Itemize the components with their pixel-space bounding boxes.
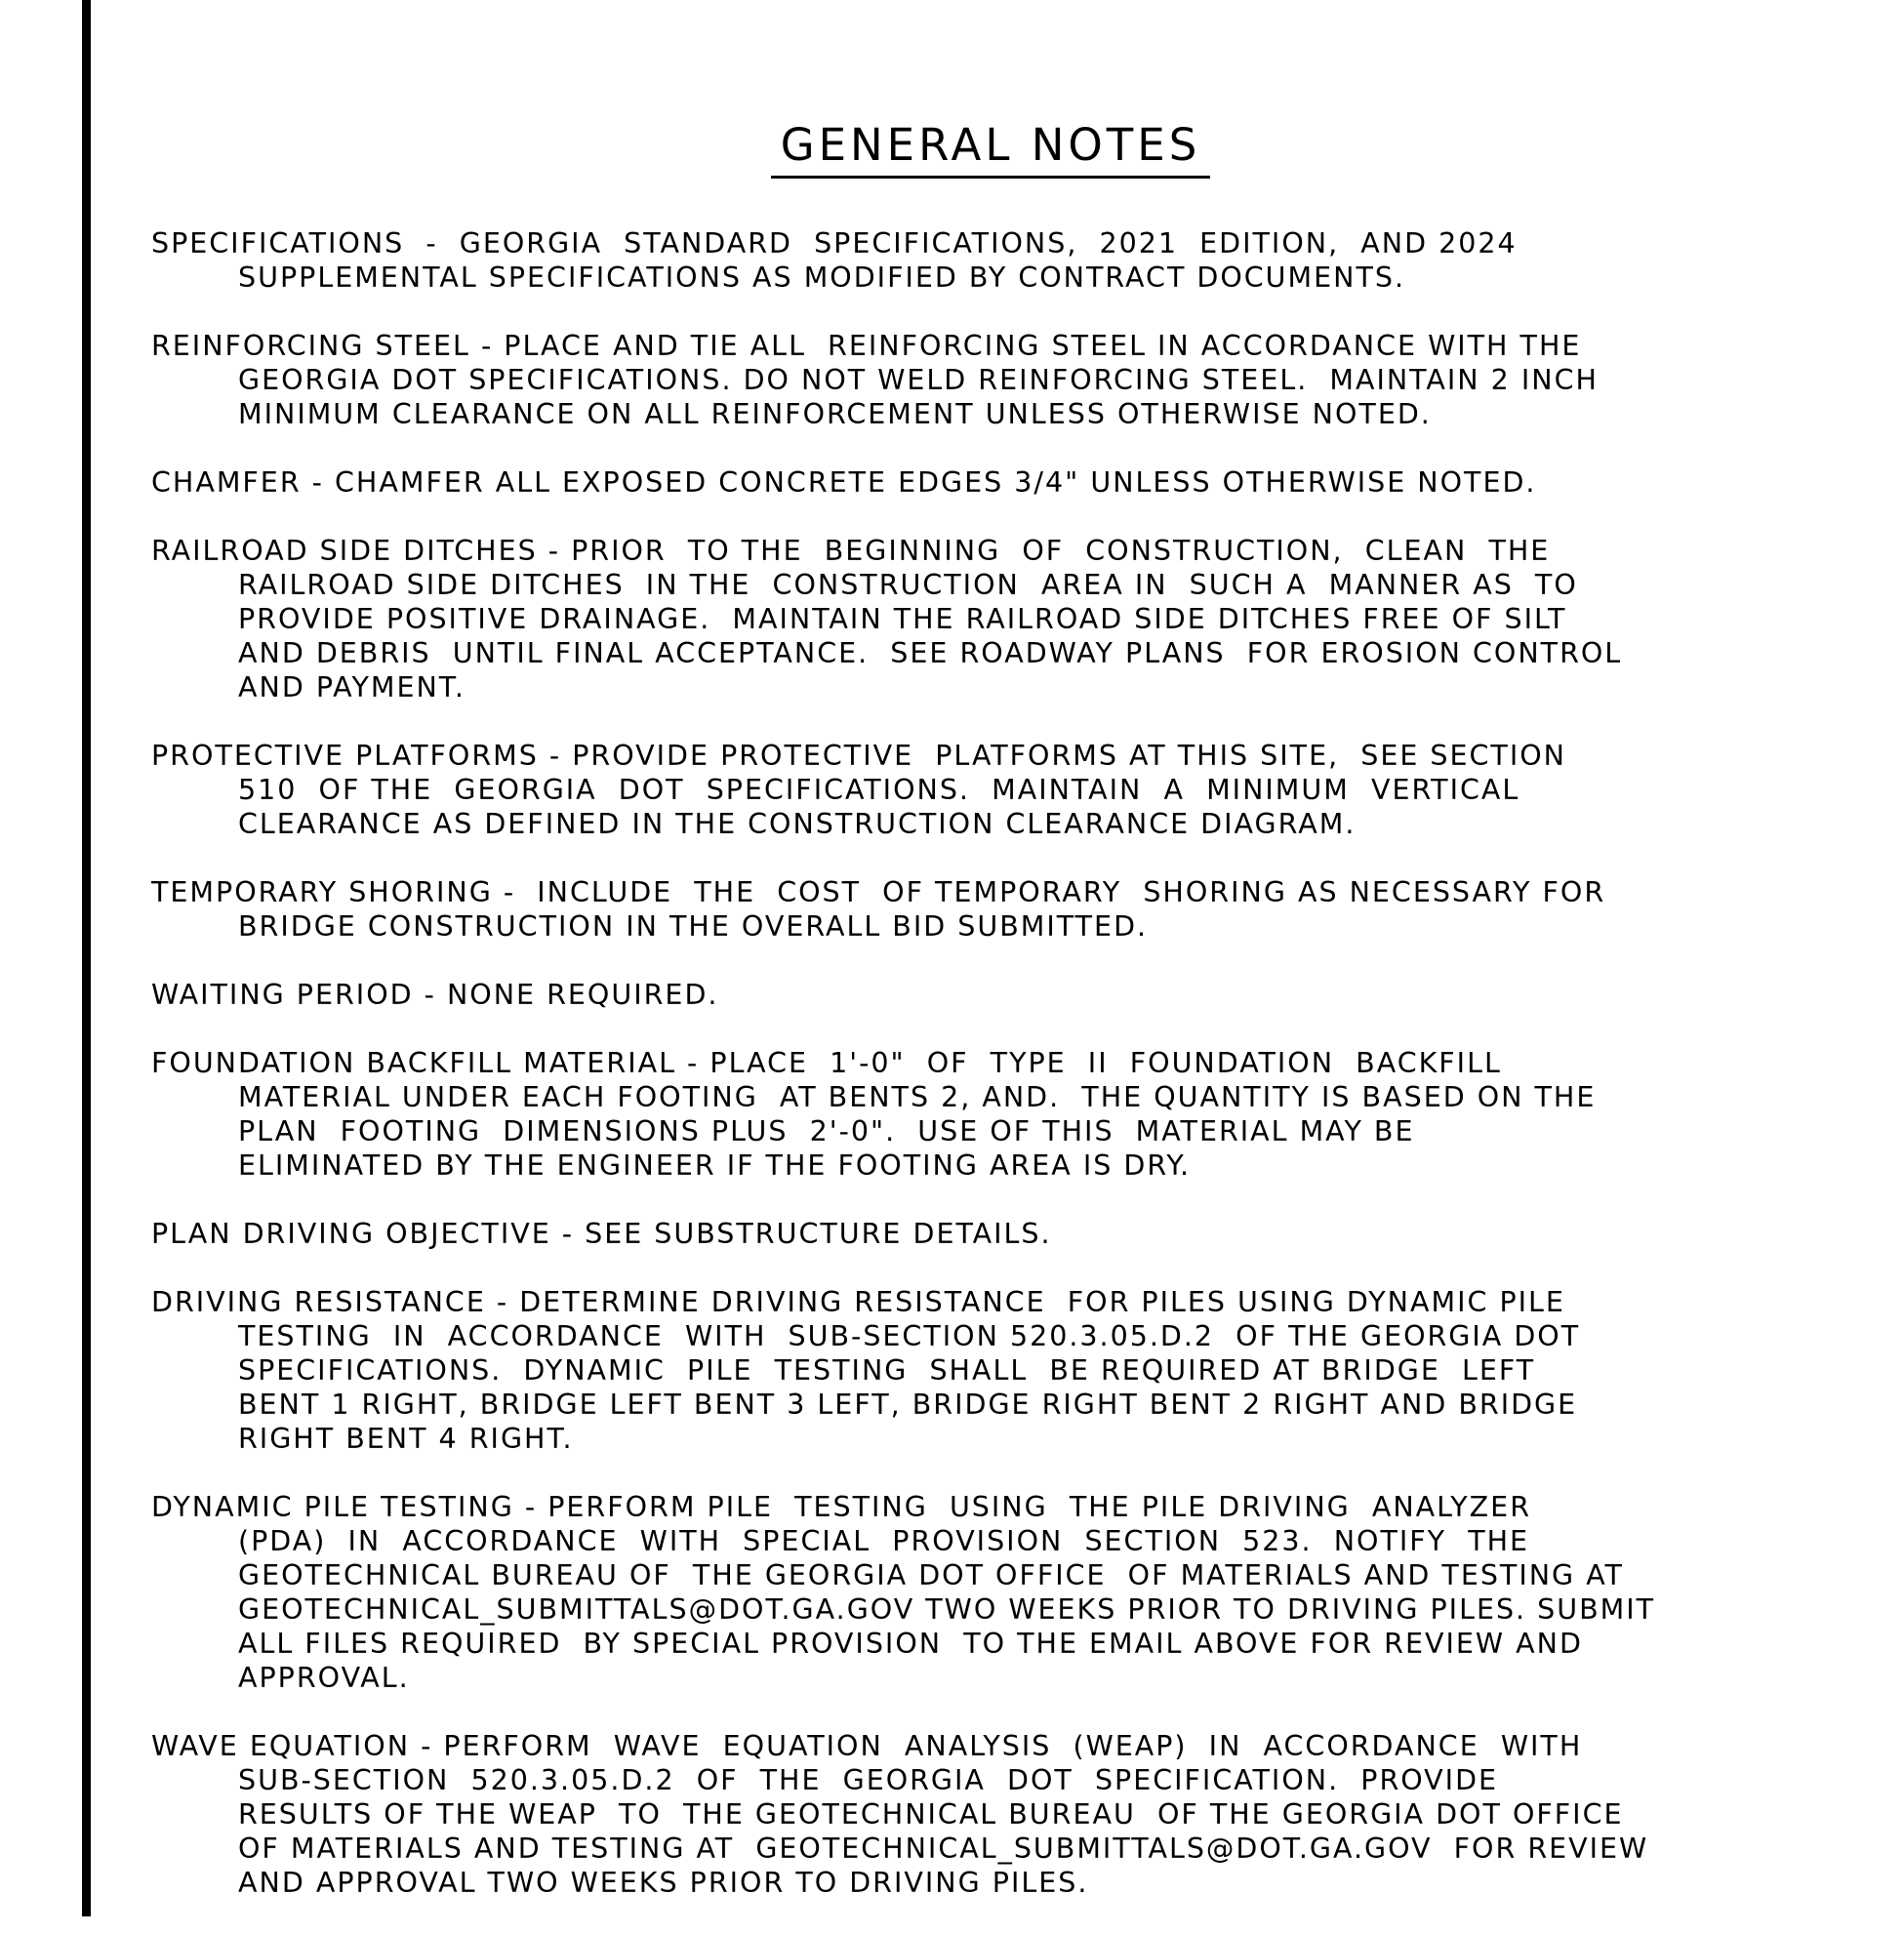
note-paragraph	[151, 465, 1822, 500]
note-heading-line: RAILROAD SIDE DITCHES - PRIOR TO THE BEGINNING OF CONSTRUCTION, CLEAN THE	[151, 535, 1551, 567]
note-heading-line: DRIVING RESISTANCE - DETERMINE DRIVING RESISTANCE FOR PILES USING DYNAMIC PILE	[151, 1286, 1565, 1318]
note-continuation-line: SUB-SECTION 520.3.05.D.2 OF THE GEORGIA DOT SPECIFICATION. PROVIDE	[238, 1764, 1499, 1796]
note-continuation-line: SPECIFICATIONS. DYNAMIC PILE TESTING SHALL BE REQUIRED AT BRIDGE LEFT	[238, 1354, 1536, 1387]
note-heading-line: CHAMFER - CHAMFER ALL EXPOSED CONCRETE EDGES 3/4" UNLESS OTHERWISE NOTED.	[151, 466, 1537, 499]
note-continuation-line: ALL FILES REQUIRED BY SPECIAL PROVISION TO THE EMAIL ABOVE FOR REVIEW AND	[238, 1628, 1583, 1660]
note-heading-line: DYNAMIC PILE TESTING - PERFORM PILE TESTING USING THE PILE DRIVING ANALYZER	[151, 1491, 1531, 1523]
note-paragraph	[151, 978, 1822, 1012]
note-continuation-line: RIGHT BENT 4 RIGHT.	[238, 1423, 574, 1455]
note-continuation-line: AND DEBRIS UNTIL FINAL ACCEPTANCE. SEE ROADWAY PLANS FOR EROSION CONTROL	[238, 637, 1623, 669]
page-title: GENERAL NOTES	[771, 119, 1210, 179]
general-notes-list	[151, 226, 1822, 1934]
sheet-border-line	[82, 0, 91, 1916]
note-heading-line: WAITING PERIOD - NONE REQUIRED.	[151, 979, 719, 1011]
note-heading-line: PLAN DRIVING OBJECTIVE - SEE SUBSTRUCTURE DETAILS.	[151, 1218, 1052, 1250]
note-heading-line: FOUNDATION BACKFILL MATERIAL - PLACE 1'-0" OF TYPE II FOUNDATION BACKFILL	[151, 1047, 1502, 1079]
note-continuation-line: PLAN FOOTING DIMENSIONS PLUS 2'-0". USE OF THIS MATERIAL MAY BE	[238, 1115, 1415, 1148]
note-paragraph	[151, 1729, 1822, 1900]
note-continuation-line: BENT 1 RIGHT, BRIDGE LEFT BENT 3 LEFT, BRIDGE RIGHT BENT 2 RIGHT AND BRIDGE	[238, 1389, 1578, 1421]
note-paragraph	[151, 226, 1822, 295]
note-continuation-line: ELIMINATED BY THE ENGINEER IF THE FOOTING AREA IS DRY.	[238, 1149, 1192, 1182]
note-continuation-line: AND APPROVAL TWO WEEKS PRIOR TO DRIVING PILES.	[238, 1867, 1089, 1899]
note-continuation-line: RESULTS OF THE WEAP TO THE GEOTECHNICAL BUREAU OF THE GEORGIA DOT OFFICE	[238, 1798, 1624, 1831]
note-continuation-line: PROVIDE POSITIVE DRAINAGE. MAINTAIN THE RAILROAD SIDE DITCHES FREE OF SILT	[238, 603, 1567, 635]
note-heading-line: WAVE EQUATION - PERFORM WAVE EQUATION ANALYSIS (WEAP) IN ACCORDANCE WITH	[151, 1730, 1583, 1762]
note-heading-line: TEMPORARY SHORING - INCLUDE THE COST OF TEMPORARY SHORING AS NECESSARY FOR	[151, 876, 1606, 908]
note-paragraph	[151, 1217, 1822, 1251]
note-heading-line: SPECIFICATIONS - GEORGIA STANDARD SPECIFICATIONS, 2021 EDITION, AND 2024	[151, 227, 1518, 260]
note-paragraph	[151, 329, 1822, 431]
note-heading-line: PROTECTIVE PLATFORMS - PROVIDE PROTECTIVE PLATFORMS AT THIS SITE, SEE SECTION	[151, 740, 1566, 772]
note-continuation-line: OF MATERIALS AND TESTING AT GEOTECHNICAL_SUBMITTALS@DOT.GA.GOV FOR REVIEW	[238, 1833, 1649, 1865]
note-continuation-line: RAILROAD SIDE DITCHES IN THE CONSTRUCTION AREA IN SUCH A MANNER AS TO	[238, 569, 1578, 601]
note-continuation-line: TESTING IN ACCORDANCE WITH SUB-SECTION 520.3.05.D.2 OF THE GEORGIA DOT	[238, 1320, 1581, 1352]
note-continuation-line: (PDA) IN ACCORDANCE WITH SPECIAL PROVISION SECTION 523. NOTIFY THE	[238, 1525, 1530, 1557]
note-paragraph	[151, 739, 1822, 841]
note-continuation-line: GEOTECHNICAL_SUBMITTALS@DOT.GA.GOV TWO WEEKS PRIOR TO DRIVING PILES. SUBMIT	[238, 1593, 1656, 1626]
note-continuation-line: BRIDGE CONSTRUCTION IN THE OVERALL BID SUBMITTED.	[238, 910, 1149, 943]
note-paragraph	[151, 1046, 1822, 1183]
note-continuation-line: 510 OF THE GEORGIA DOT SPECIFICATIONS. MAINTAIN A MINIMUM VERTICAL	[238, 774, 1520, 806]
note-paragraph	[151, 1285, 1822, 1456]
note-heading-line: REINFORCING STEEL - PLACE AND TIE ALL REINFORCING STEEL IN ACCORDANCE WITH THE	[151, 330, 1582, 362]
note-continuation-line: GEORGIA DOT SPECIFICATIONS. DO NOT WELD REINFORCING STEEL. MAINTAIN 2 INCH	[238, 364, 1599, 396]
note-paragraph	[151, 875, 1822, 944]
note-continuation-line: APPROVAL.	[238, 1662, 410, 1694]
note-continuation-line: SUPPLEMENTAL SPECIFICATIONS AS MODIFIED BY CONTRACT DOCUMENTS.	[238, 262, 1406, 294]
note-continuation-line: CLEARANCE AS DEFINED IN THE CONSTRUCTION CLEARANCE DIAGRAM.	[238, 808, 1357, 840]
note-continuation-line: GEOTECHNICAL BUREAU OF THE GEORGIA DOT OFFICE OF MATERIALS AND TESTING AT	[238, 1559, 1624, 1592]
note-paragraph	[151, 534, 1822, 705]
note-continuation-line: AND PAYMENT.	[238, 671, 466, 704]
note-continuation-line: MATERIAL UNDER EACH FOOTING AT BENTS 2, AND. THE QUANTITY IS BASED ON THE	[238, 1081, 1597, 1113]
note-continuation-line: MINIMUM CLEARANCE ON ALL REINFORCEMENT UNLESS OTHERWISE NOTED.	[238, 398, 1432, 430]
note-paragraph	[151, 1490, 1822, 1695]
